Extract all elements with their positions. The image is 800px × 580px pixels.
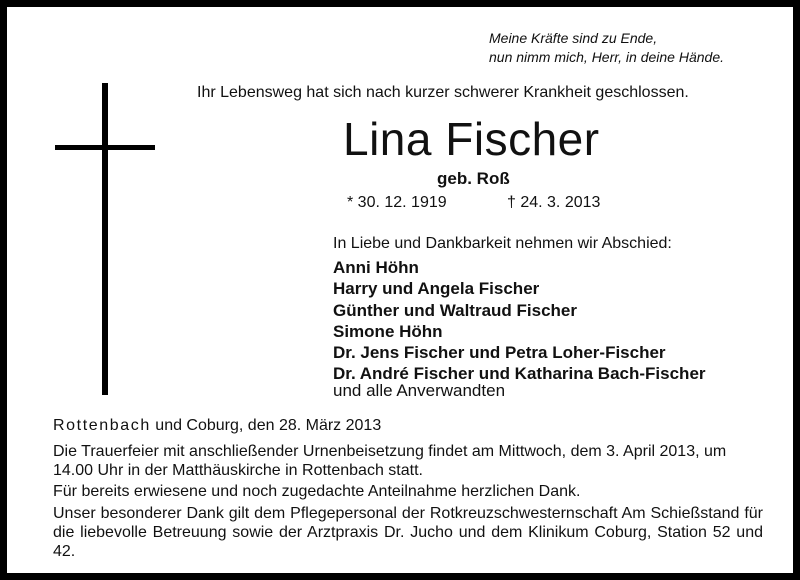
mourner-item: Anni Höhn [333, 258, 419, 277]
motto-line-1: Meine Kräfte sind zu Ende, [489, 30, 658, 46]
mourners-list [333, 257, 706, 385]
mourner-item: Harry und Angela Fischer [333, 279, 540, 299]
death-date: † 24. 3. 2013 [507, 194, 601, 211]
place-date-line [53, 417, 381, 435]
motto-line-2: nun nimm mich, Herr, in deine Hände. [489, 49, 724, 65]
special-thanks-text: Unser besonderer Dank gilt dem Pflegepersonal der Rotkreuzschwesternschaft Am Schießstand für die liebevolle Betreuung sowie der Arztpraxis Dr. Jucho und dem Klinikum Coburg, Station 52 und 42. [53, 505, 763, 560]
place-name: Rottenbach [53, 417, 151, 434]
relatives-line: und alle Anverwandten [333, 381, 506, 400]
maiden-name: geb. Roß [437, 169, 510, 188]
cross-horizontal-bar [55, 145, 155, 150]
deceased-name: Lina Fischer [343, 113, 600, 165]
mourner-item: Dr. Jens Fischer und Petra Loher-Fischer [333, 343, 666, 363]
motto-verse [489, 29, 724, 67]
birth-date: * 30. 12. 1919 [347, 194, 447, 211]
intro-text: Ihr Lebensweg hat sich nach kurzer schwerer Krankheit geschlossen. [197, 84, 689, 101]
place-date-rest: und Coburg, den 28. März 2013 [150, 417, 382, 434]
funeral-info: Die Trauerfeier mit anschließender Urnenbeisetzung findet am Mittwoch, dem 3. April 2013, um 14.00 Uhr in der Matthäuskirche in Rottenbach statt. [53, 443, 727, 479]
farewell-line: In Liebe und Dankbarkeit nehmen wir Abschied: [333, 235, 672, 252]
mourner-item: Simone Höhn [333, 321, 443, 341]
thanks-text: Für bereits erwiesene und noch zugedachte Anteilnahme herzlichen Dank. [53, 483, 581, 500]
cross-vertical-bar [102, 83, 108, 395]
mourner-item: Günther und Waltraud Fischer [333, 300, 577, 320]
mourner-item: Dr. André Fischer und Katharina Bach-Fischer [333, 364, 706, 384]
